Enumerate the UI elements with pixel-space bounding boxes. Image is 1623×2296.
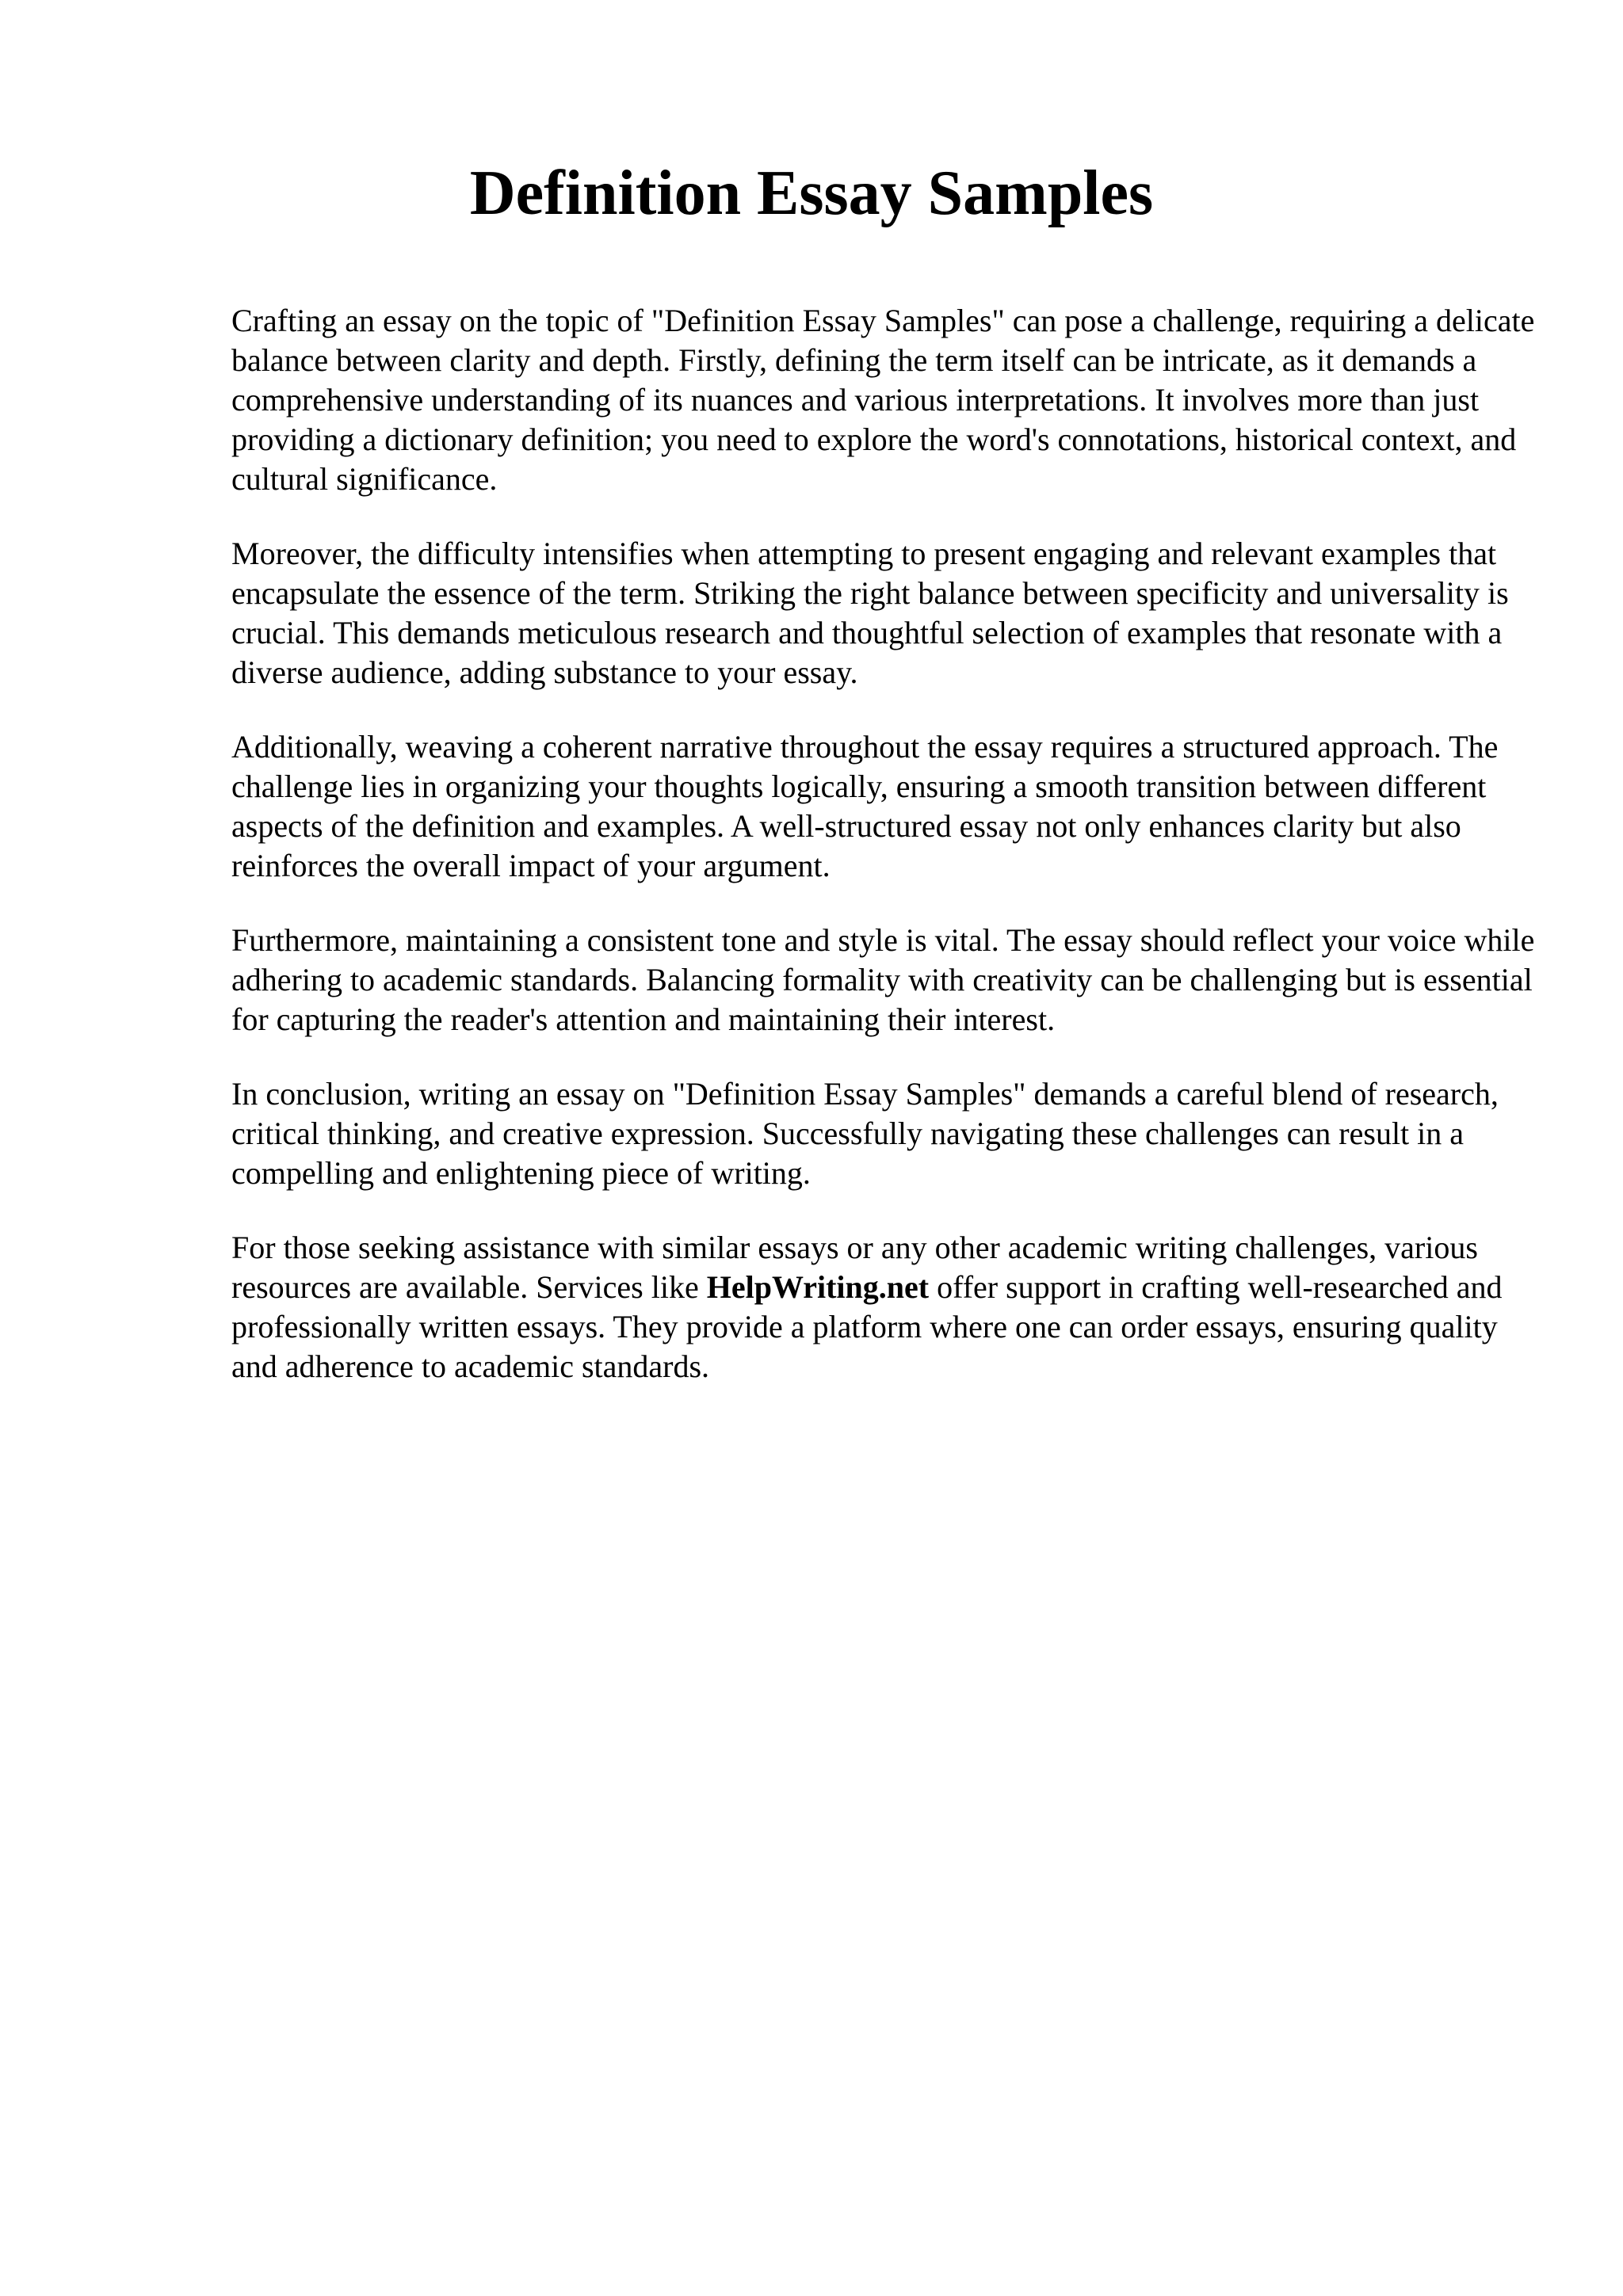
paragraph-4: Furthermore, maintaining a consistent tone and style is vital. The essay should reflect your voice while adhering to academic standards. Balancing formality with creativity can be challenging but is essential for capturing the reader's attention and maintaining their interest. xyxy=(231,922,1535,1037)
paragraph-1: Crafting an essay on the topic of "Definition Essay Samples" can pose a challenge, requiring a delicate balance between clarity and depth. Firstly, defining the term itself can be intricate, as it demands a comprehensive understanding of its nuances and various interpretations. It involves more than just providing a dictionary definition; you need to explore the word's connotations, historical context, and cultural significance. xyxy=(231,303,1535,497)
paragraph-6 xyxy=(231,1228,1547,1386)
essay-body xyxy=(231,301,1547,1421)
page-title: Definition Essay Samples xyxy=(469,158,1154,228)
paragraph-6-before: For those seeking assistance with similar essays or any other academic writing challenges, various resources are available. Services like xyxy=(231,1230,1478,1305)
paragraph-3: Additionally, weaving a coherent narrative throughout the essay requires a structured approach. The challenge lies in organizing your thoughts logically, ensuring a smooth transition between different aspects of the definition and examples. A well-structured essay not only enhances clarity but also reinforces the overall impact of your argument. xyxy=(231,729,1499,883)
paragraph-2: Moreover, the difficulty intensifies when attempting to present engaging and relevant examples that encapsulate the essence of the term. Striking the right balance between specificity and universality is crucial. This demands meticulous research and thoughtful selection of examples that resonate with a diverse audience, adding substance to your essay. xyxy=(231,536,1509,690)
brand-name: HelpWriting.net xyxy=(706,1269,930,1305)
paragraph-5: In conclusion, writing an essay on "Definition Essay Samples" demands a careful blend of research, critical thinking, and creative expression. Successfully navigating these challenges can result in a compelling and enlightening piece of writing. xyxy=(231,1076,1499,1191)
paragraph-6-after: offer support in crafting well-researched and professionally written essays. They provide a platform where one can order essays, ensuring quality and adherence to academic standards. xyxy=(231,1269,1503,1384)
